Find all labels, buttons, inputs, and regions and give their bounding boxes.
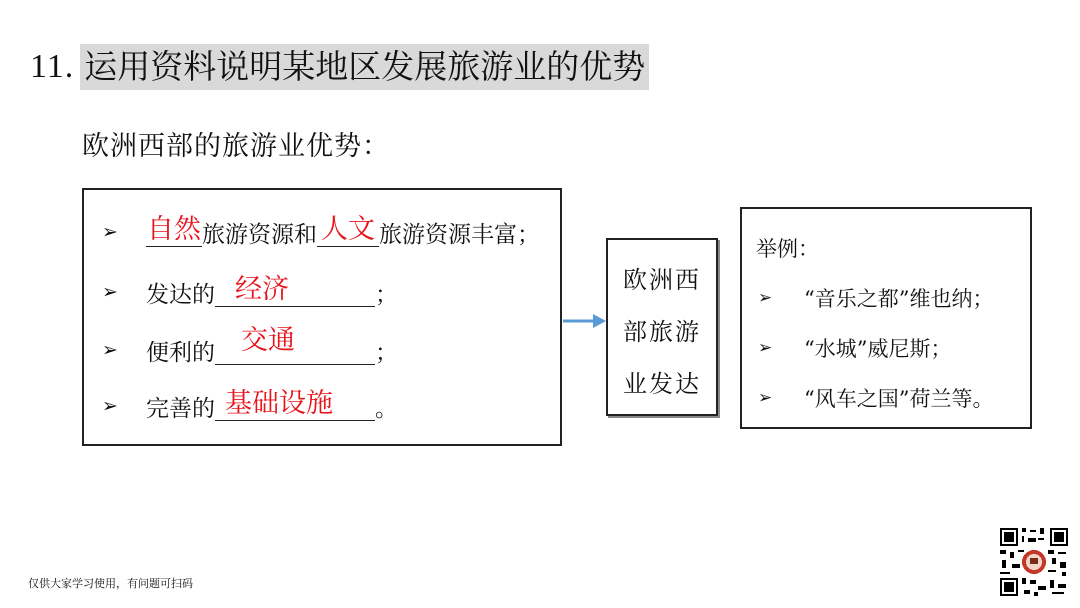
- answer-blank: [317, 214, 379, 247]
- row-text: ；: [375, 281, 398, 308]
- examples-heading: 举例：: [756, 237, 819, 261]
- qr-code-icon[interactable]: [998, 526, 1070, 598]
- row-prefix: 发达的: [146, 281, 215, 308]
- row-text: 旅游资源丰富；: [379, 221, 540, 248]
- list-item: [102, 386, 398, 426]
- page-title: [30, 44, 649, 90]
- result-line: 业发达: [623, 370, 701, 398]
- row-text: 旅游资源和: [202, 221, 317, 248]
- answer-blank: [215, 274, 375, 307]
- answer-blank: [215, 388, 375, 421]
- answer-blank: [215, 325, 375, 365]
- advantages-box: [82, 188, 562, 446]
- arrowhead-bullet-icon: ➢: [758, 388, 773, 408]
- arrowhead-bullet-icon: ➢: [102, 221, 118, 243]
- examples-box: [740, 207, 1032, 429]
- example-text: “音乐之都”维也纳；: [804, 287, 994, 311]
- row-prefix: 便利的: [146, 339, 215, 366]
- answer-text: 基础设施: [225, 388, 333, 419]
- arrowhead-bullet-icon: ➢: [102, 281, 118, 303]
- answer-text: 自然: [147, 214, 201, 245]
- list-item: [758, 381, 993, 415]
- answer-text: 交通: [241, 325, 295, 356]
- list-item: [758, 281, 993, 315]
- arrowhead-bullet-icon: ➢: [102, 395, 118, 417]
- answer-text: 经济: [235, 274, 289, 305]
- example-text: “水城”威尼斯；: [804, 337, 952, 361]
- arrowhead-bullet-icon: ➢: [102, 339, 118, 361]
- row-prefix: 完善的: [146, 395, 215, 422]
- arrowhead-bullet-icon: ➢: [758, 338, 773, 358]
- result-line: 部旅游: [623, 318, 701, 346]
- result-line: 欧洲西: [623, 266, 701, 294]
- list-item: [102, 325, 398, 370]
- subtitle: 欧洲西部的旅游业优势：: [82, 131, 390, 162]
- row-text: 。: [375, 395, 398, 422]
- arrowhead-bullet-icon: ➢: [758, 288, 773, 308]
- row-text: ；: [375, 339, 398, 366]
- question-title: 运用资料说明某地区发展旅游业的优势: [80, 44, 649, 90]
- list-item: [758, 331, 951, 365]
- answer-text: 人文: [321, 214, 375, 245]
- question-number: 11.: [30, 48, 75, 85]
- list-item: [102, 212, 540, 252]
- answer-blank: [146, 214, 202, 247]
- list-item: [102, 272, 398, 312]
- result-box: [606, 238, 718, 416]
- right-arrow-icon: [563, 311, 607, 331]
- example-text: “风车之国”荷兰等。: [804, 387, 994, 411]
- footer-note: 仅供大家学习使用，有问题可扫码: [28, 577, 193, 590]
